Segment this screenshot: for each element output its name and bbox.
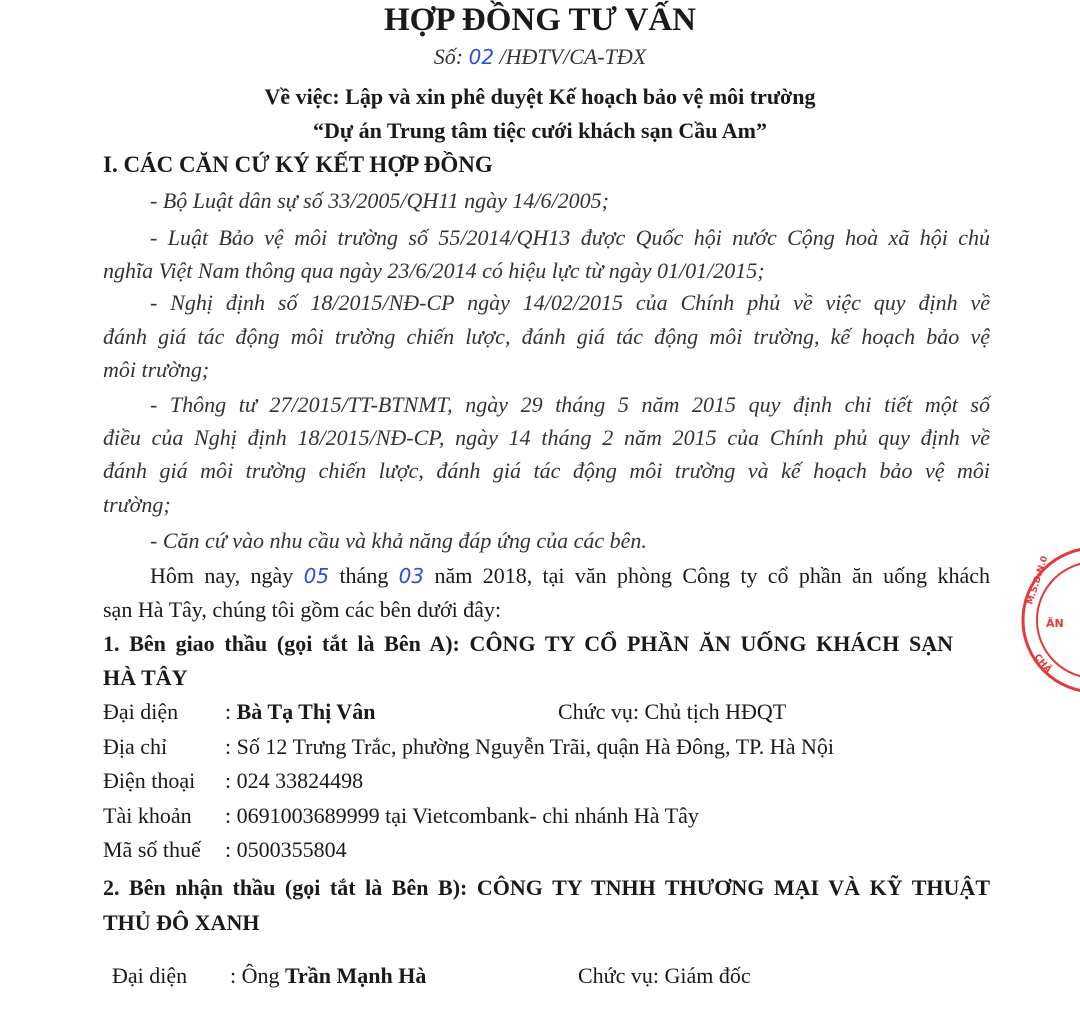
- contract-number: [0, 44, 1080, 70]
- subject-line-2: “Dự án Trung tâm tiệc cưới khách sạn Cầu Am”: [313, 118, 767, 143]
- party-a-phone-label: Điện thoại: [103, 768, 196, 793]
- basis-line: - Thông tư 27/2015/TT-BTNMT, ngày 29 tháng 5 năm 2015 quy định chi tiết một số: [150, 392, 990, 417]
- basis-line: môi trường;: [103, 357, 210, 382]
- basis-line: trường;: [103, 492, 171, 517]
- basis-line: - Luật Bảo vệ môi trường số 55/2014/QH13 được Quốc hội nước Cộng hoà xã hội chủ: [150, 225, 990, 250]
- party-a-rep-label: Đại diện: [103, 699, 179, 724]
- party-b-rep-label: Đại diện: [112, 963, 188, 988]
- party-a-address-label: Địa chỉ: [103, 734, 168, 759]
- today-line: [150, 563, 990, 589]
- today-text: tháng: [339, 563, 389, 588]
- party-a-position: Chức vụ: Chủ tịch HĐQT: [558, 699, 787, 724]
- party-a-rep: [225, 699, 375, 725]
- subject-line-1: Về việc: Lập và xin phê duyệt Kế hoạch bảo vệ môi trường: [264, 84, 816, 109]
- party-a-phone: : 024 33824498: [225, 768, 364, 793]
- party-a-address: : Số 12 Trưng Trắc, phường Nguyễn Trãi, quận Hà Đông, TP. Hà Nội: [225, 734, 834, 759]
- section-heading: I. CÁC CĂN CỨ KÝ KẾT HỢP ĐỒNG: [103, 152, 493, 177]
- party-a-account-label: Tài khoản: [103, 803, 192, 828]
- party-b-heading: 2. Bên nhận thầu (gọi tắt là Bên B): CÔNG TY TNHH THƯƠNG MẠI VÀ KỸ THUẬT: [103, 875, 990, 900]
- party-a-tax-label: Mã số thuế: [103, 837, 201, 862]
- today-line-2: sạn Hà Tây, chúng tôi gồm các bên dưới đây:: [103, 597, 502, 622]
- today-text: Hôm nay, ngày: [150, 563, 294, 588]
- basis-line: đánh giá môi trường chiến lược, đánh giá tác động môi trường và kế hoạch bảo vệ môi: [103, 458, 990, 483]
- party-a-account: : 0691003689999 tại Vietcombank- chi nhánh Hà Tây: [225, 803, 699, 828]
- stamp-text: CHÂ: [1031, 652, 1053, 676]
- colon: : Ông: [230, 963, 285, 988]
- colon: :: [225, 699, 237, 724]
- stamp-text: ĂN: [1046, 617, 1064, 630]
- number-handwritten: 02: [468, 45, 495, 69]
- basis-line: - Căn cứ vào nhu cầu và khả năng đáp ứng của các bên.: [150, 528, 647, 553]
- today-text: năm 2018, tại văn phòng Công ty cổ phần ăn uống khách: [434, 563, 990, 588]
- party-a-heading-2: HÀ TÂY: [103, 665, 188, 690]
- document-title: HỢP ĐỒNG TƯ VẤN: [383, 2, 696, 38]
- party-a-rep-name: Bà Tạ Thị Vân: [236, 699, 376, 724]
- party-a-heading: 1. Bên giao thầu (gọi tắt là Bên A): CÔNG TY CỔ PHẦN ĂN UỐNG KHÁCH SẠN: [103, 631, 953, 656]
- company-seal-stamp: [1020, 545, 1080, 695]
- basis-line: điều của Nghị định 18/2015/NĐ-CP, ngày 14 tháng 2 năm 2015 của Chính phủ quy định về: [103, 425, 990, 450]
- handwritten-day: 05: [303, 564, 330, 588]
- party-b-position: Chức vụ: Giám đốc: [578, 963, 751, 988]
- basis-line: đánh giá tác động môi trường chiến lược, đánh giá tác động môi trường, kế hoạch bảo vệ: [103, 324, 990, 349]
- party-b-heading-2: THỦ ĐÔ XANH: [103, 910, 260, 935]
- handwritten-month: 03: [398, 564, 425, 588]
- basis-line: - Bộ Luật dân sự số 33/2005/QH11 ngày 14/6/2005;: [150, 188, 609, 213]
- number-suffix: /HĐTV/CA-TĐX: [499, 44, 647, 69]
- party-a-tax: : 0500355804: [225, 837, 347, 862]
- basis-line: nghĩa Việt Nam thông qua ngày 23/6/2014 có hiệu lực từ ngày 01/01/2015;: [103, 258, 765, 283]
- party-b-rep-name: Trần Mạnh Hà: [285, 963, 427, 988]
- number-prefix: Số:: [433, 44, 464, 69]
- stamp-text: M.S.D.N.0: [1025, 554, 1051, 606]
- basis-line: - Nghị định số 18/2015/NĐ-CP ngày 14/02/2015 của Chính phủ về việc quy định về: [150, 290, 990, 315]
- party-b-rep: [230, 963, 426, 989]
